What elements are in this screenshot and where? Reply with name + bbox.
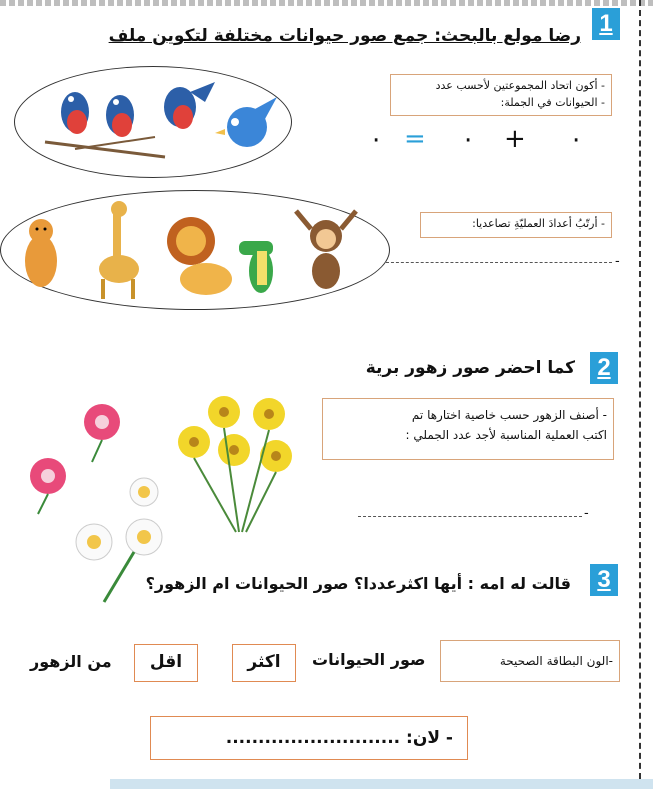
- section-1-badge: 1: [592, 8, 620, 40]
- plus-sign: +: [504, 124, 526, 154]
- animals-group-ellipse: [0, 190, 390, 310]
- task-classify-box: [322, 398, 614, 460]
- daffodil-2-icon: [76, 524, 112, 560]
- task-classify-line-1: - أصنف الزهور حسب خاصية اختارها تم: [411, 408, 607, 422]
- bird-3-icon: [164, 82, 215, 129]
- monkey-icon: [296, 211, 356, 289]
- task-union-line-1: - أكون اتحاد المجموعتين لأحسب عدد: [435, 79, 605, 92]
- page-border-dashed: [639, 0, 641, 789]
- task-order-text: - أرتّبُ أعدادَ العمليّةِ تصاعديا:: [472, 217, 605, 230]
- birds-illustration: [15, 67, 291, 177]
- section-2-badge: 2: [590, 352, 618, 384]
- section-3-title: قالت له امه : أيها اكثرعددا؟ صور الحيوانات ام الزهور؟: [145, 574, 571, 593]
- lion-icon: [167, 217, 232, 295]
- crocodile-icon: [239, 241, 273, 293]
- animals-illustration: [1, 191, 389, 309]
- answer-line-1[interactable]: [386, 262, 612, 263]
- answer-line-1-dash: -: [615, 254, 620, 269]
- equals-sign: =: [404, 124, 426, 154]
- instruction-box: [440, 640, 620, 682]
- answer-line-2[interactable]: [358, 516, 582, 517]
- task-union-line-2: - الحيوانات في الجملة:: [500, 96, 605, 109]
- task-order-box: [420, 212, 612, 238]
- equation-row: [372, 122, 592, 158]
- bird-4-icon: [215, 97, 277, 147]
- card-less[interactable]: اقل: [134, 644, 198, 682]
- instruction-text: -الون البطاقة الصحيحة: [499, 654, 613, 668]
- answer-line-2-dash: -: [584, 506, 589, 521]
- bottom-bar: [110, 779, 653, 789]
- pink-flower-2-icon: [30, 458, 66, 514]
- birds-group-ellipse: [14, 66, 292, 178]
- task-classify-line-2: اكتب العملية المناسبة لأجد عدد الجملي :: [405, 428, 607, 442]
- bird-1-icon: [61, 92, 89, 134]
- because-box: [150, 716, 468, 760]
- bird-2-icon: [106, 95, 134, 137]
- cheetah-icon: [25, 219, 57, 287]
- animals-label: صور الحيوانات: [312, 650, 426, 669]
- card-more[interactable]: اكثر: [232, 644, 296, 682]
- equation-blank-dot[interactable]: ·: [572, 126, 581, 156]
- because-text[interactable]: - لان: ...........................: [225, 728, 453, 748]
- daffodil-1-icon: [130, 478, 158, 506]
- equation-blank-dot[interactable]: ·: [464, 126, 473, 156]
- section-3-badge: 3: [590, 564, 618, 596]
- task-union-box: [390, 74, 612, 116]
- yellow-flowers-bouquet-icon: [178, 396, 292, 532]
- section-1-title: رضا مولع بالبحث: جمع صور حيوانات مختلفة لتكوين ملف: [108, 26, 581, 46]
- pink-flower-1-icon: [84, 404, 120, 462]
- section-2-title: كما احضر صور زهور برية: [365, 358, 575, 378]
- top-strip: [0, 0, 653, 6]
- flowers-label: من الزهور: [30, 652, 112, 671]
- equation-blank-dot[interactable]: ·: [372, 126, 381, 156]
- giraffe-icon: [99, 201, 139, 299]
